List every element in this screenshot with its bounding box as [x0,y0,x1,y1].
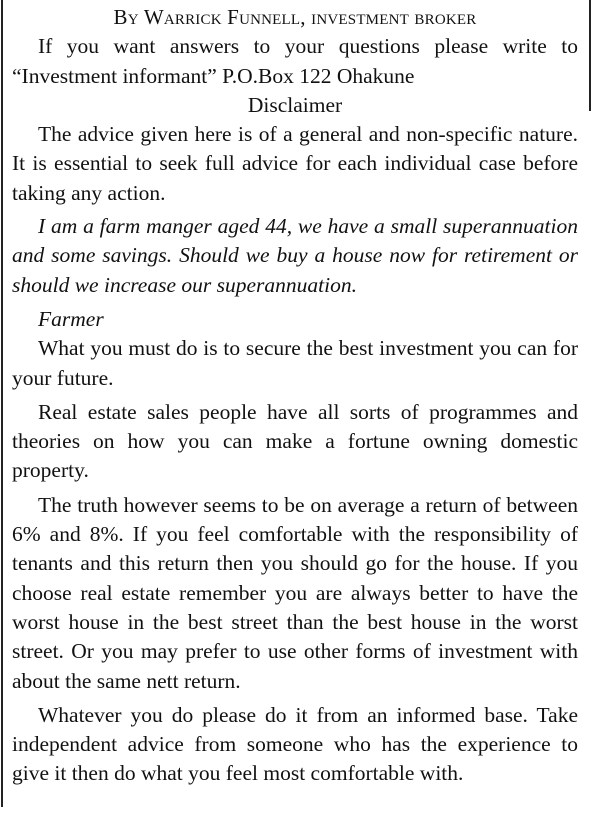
reader-signature: Farmer [38,306,104,331]
column-rule-right [589,0,591,111]
disclaimer-text: The advice given here is of a general and non-specific nature. It is essential to seek full advice for each individual case before taking any action. [12,122,578,205]
reader-question: I am a farm manger aged 44, we have a small superannuation and some savings. Should we buy a house now for retirement or should we increase our superannuation. [12,214,578,297]
column-rule-left [1,0,3,807]
byline: By Warrick Funnell, investment broker [113,5,477,29]
answer-paragraph: The truth however seems to be on average a return of between 6% and 8%. If you feel comfortable with the responsibility of tenants and this return then you should go for the house. If you choose real estate remember you are always better to have the worst house in the best street than the best house in the worst street. Or you may prefer to use other forms of investment with about the same nett return. [12,492,578,693]
answer-paragraph: Real estate sales people have all sorts of programmes and theories on how you can make a fortune owning domestic property. [12,399,578,483]
disclaimer-heading: Disclaimer [247,92,343,117]
article-column [12,3,578,794]
answer-paragraph: What you must do is to secure the best investment you can for your future. [12,336,578,390]
answer-paragraph: Whatever you do please do it from an informed base. Take independent advice from someone who has the experience to give it then do what you feel most comfortable with. [12,702,578,786]
intro-paragraph: If you want answers to your questions please write to “Investment informant” P.O.Box 122 Ohakune [12,34,578,88]
